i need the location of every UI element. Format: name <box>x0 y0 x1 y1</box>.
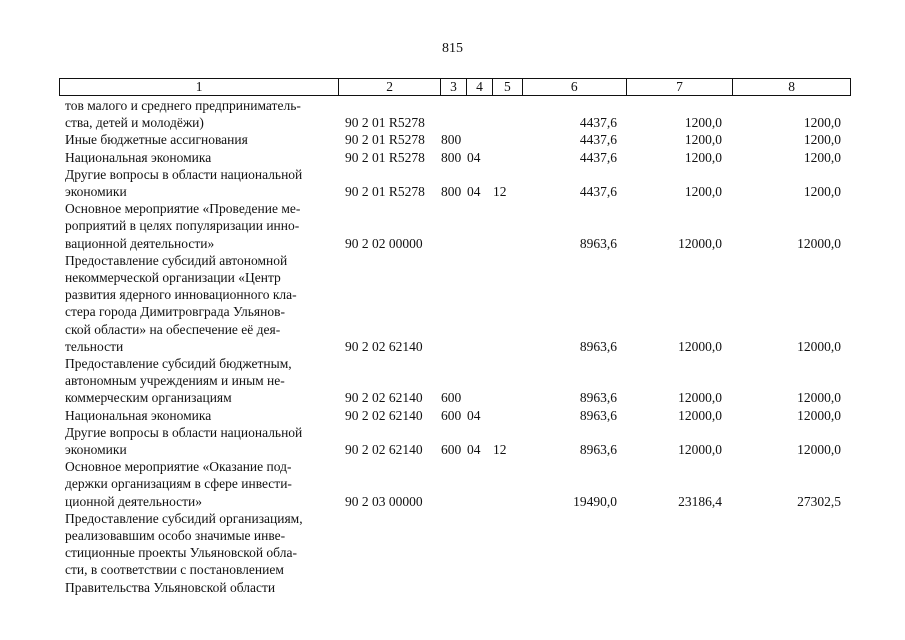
row-description <box>59 510 339 596</box>
row-description <box>59 166 339 200</box>
amount-col-7: 1200,0 <box>684 132 722 148</box>
expense-type-code: 600 <box>441 407 462 423</box>
row-description <box>59 252 339 355</box>
table-header-row <box>59 78 851 96</box>
amount-col-7: 12000,0 <box>678 338 722 354</box>
amount-col-7: 1200,0 <box>684 149 722 165</box>
target-article-code: 90 2 01 R5278 <box>345 132 425 148</box>
column-header-3: 3 <box>441 79 467 95</box>
amount-col-8: 1200,0 <box>803 132 841 148</box>
column-header-2: 2 <box>339 79 441 95</box>
description-line: роприятий в целях популяризации инно- <box>65 218 300 234</box>
target-article-code: 90 2 03 00000 <box>345 493 423 509</box>
table-row <box>59 458 851 510</box>
amount-col-6: 8963,6 <box>579 390 617 406</box>
description-line: автономным учреждениям и иным не- <box>65 373 285 389</box>
expense-type-code: 600 <box>441 390 462 406</box>
section-code: 04 <box>467 407 481 423</box>
description-line: Другие вопросы в области национальной <box>65 166 303 182</box>
target-article-code: 90 2 01 R5278 <box>345 149 425 165</box>
subsection-code: 12 <box>493 184 507 200</box>
amount-col-8: 12000,0 <box>797 442 841 458</box>
description-line: ской области» на обеспечение её дея- <box>65 321 281 337</box>
table-row <box>59 97 851 131</box>
target-article-code: 90 2 02 00000 <box>345 235 423 251</box>
amount-col-6: 4437,6 <box>579 149 617 165</box>
row-description <box>59 424 339 458</box>
amount-col-6: 8963,6 <box>579 235 617 251</box>
column-header-1: 1 <box>60 79 339 95</box>
description-line: развития ядерного инновационного кла- <box>65 287 297 303</box>
description-line: Другие вопросы в области национальной <box>65 424 303 440</box>
amount-col-8: 27302,5 <box>797 493 841 509</box>
target-article-code: 90 2 02 62140 <box>345 407 423 423</box>
column-header-8: 8 <box>788 79 796 94</box>
row-description <box>59 149 339 166</box>
description-line: держки организациям в сфере инвести- <box>65 476 292 492</box>
amount-col-7: 12000,0 <box>678 390 722 406</box>
column-header-6: 6 <box>523 79 627 95</box>
section-code: 04 <box>467 149 481 165</box>
description-line: тельности <box>65 338 124 354</box>
amount-col-8: 1200,0 <box>803 115 841 131</box>
description-line: ства, детей и молодёжи) <box>65 115 204 131</box>
column-header-5: 5 <box>493 79 523 95</box>
section-code: 04 <box>467 184 481 200</box>
subsection-code: 12 <box>493 442 507 458</box>
description-line: сти, в соответствии с постановлением <box>65 562 284 578</box>
description-line: ционной деятельности» <box>65 493 203 509</box>
amount-col-8: 12000,0 <box>797 407 841 423</box>
amount-col-7: 12000,0 <box>678 442 722 458</box>
expense-type-code: 600 <box>441 442 462 458</box>
column-header-7: 7 <box>627 79 734 95</box>
amount-col-8: 12000,0 <box>797 235 841 251</box>
expense-type-code: 800 <box>441 149 462 165</box>
amount-col-6: 4437,6 <box>579 115 617 131</box>
table-row <box>59 131 851 148</box>
description-line: Основное мероприятие «Оказание под- <box>65 459 292 475</box>
table-row <box>59 424 851 458</box>
expense-type-code: 800 <box>441 132 462 148</box>
amount-col-7: 1200,0 <box>684 184 722 200</box>
description-line: Правительства Ульяновской области <box>65 579 276 595</box>
amount-col-6: 8963,6 <box>579 442 617 458</box>
row-description <box>59 355 339 407</box>
description-line: тов малого и среднего предприниматель- <box>65 98 301 113</box>
expense-type-code: 800 <box>441 184 462 200</box>
budget-table-body <box>59 97 851 596</box>
section-code: 04 <box>467 442 481 458</box>
amount-col-7: 23186,4 <box>678 493 722 509</box>
description-line: Предоставление субсидий бюджетным, <box>65 356 292 372</box>
amount-col-7: 1200,0 <box>684 115 722 131</box>
description-line: Предоставление субсидий автономной <box>65 252 288 268</box>
amount-col-7: 12000,0 <box>678 235 722 251</box>
table-row <box>59 407 851 424</box>
table-row <box>59 166 851 200</box>
description-line: стера города Димитровграда Ульянов- <box>65 304 285 320</box>
amount-col-6: 4437,6 <box>579 184 617 200</box>
row-description <box>59 407 339 424</box>
row-description <box>59 97 339 131</box>
row-description <box>59 200 339 252</box>
amount-col-6: 8963,6 <box>579 407 617 423</box>
description-line: вационной деятельности» <box>65 235 215 251</box>
amount-col-6: 8963,6 <box>579 338 617 354</box>
table-row <box>59 200 851 252</box>
amount-col-8: 12000,0 <box>797 338 841 354</box>
description-line: некоммерческой организации «Центр <box>65 270 281 286</box>
amount-col-6: 19490,0 <box>573 493 617 509</box>
description-line: Национальная экономика <box>65 149 212 165</box>
description-line: экономики <box>65 442 127 458</box>
amount-col-8: 1200,0 <box>803 184 841 200</box>
target-article-code: 90 2 02 62140 <box>345 338 423 354</box>
table-row <box>59 149 851 166</box>
table-row <box>59 252 851 355</box>
description-line: Иные бюджетные ассигнования <box>65 132 248 148</box>
row-description <box>59 131 339 148</box>
description-line: Национальная экономика <box>65 407 212 423</box>
amount-col-6: 4437,6 <box>579 132 617 148</box>
description-line: Основное мероприятие «Проведение ме- <box>65 201 301 217</box>
target-article-code: 90 2 02 62140 <box>345 390 423 406</box>
column-header-4: 4 <box>467 79 493 95</box>
description-line: стиционные проекты Ульяновской обла- <box>65 545 297 561</box>
target-article-code: 90 2 02 62140 <box>345 442 423 458</box>
amount-col-8: 12000,0 <box>797 390 841 406</box>
page-number: 815 <box>442 41 463 56</box>
target-article-code: 90 2 01 R5278 <box>345 115 425 131</box>
row-description <box>59 458 339 510</box>
description-line: экономики <box>65 184 127 200</box>
description-line: коммерческим организациям <box>65 390 232 406</box>
target-article-code: 90 2 01 R5278 <box>345 184 425 200</box>
description-line: Предоставление субсидий организациям, <box>65 510 303 526</box>
table-row <box>59 510 851 596</box>
amount-col-8: 1200,0 <box>803 149 841 165</box>
table-row <box>59 355 851 407</box>
description-line: реализовавшим особо значимые инве- <box>65 528 286 544</box>
amount-col-7: 12000,0 <box>678 407 722 423</box>
